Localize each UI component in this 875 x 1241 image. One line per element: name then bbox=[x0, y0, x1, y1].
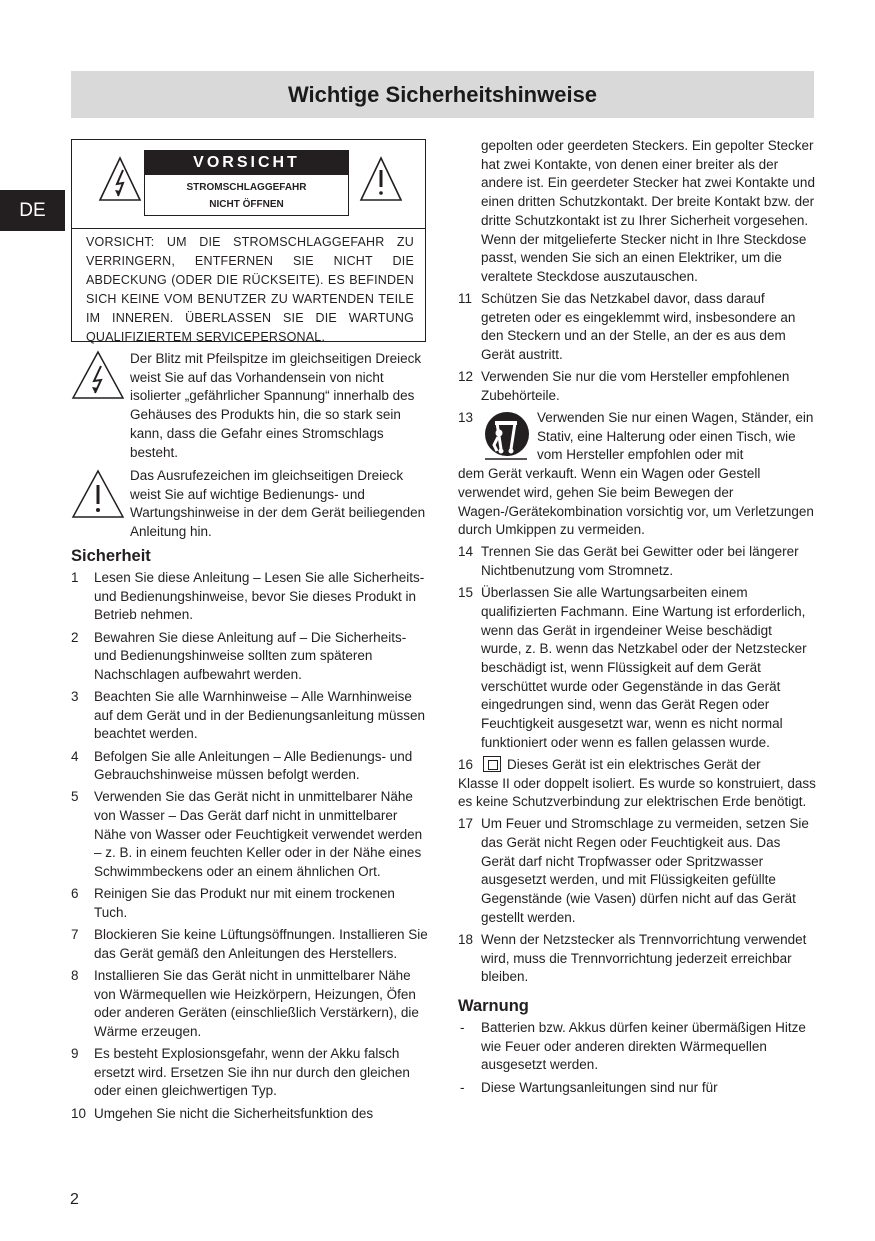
list-item: 17 Um Feuer und Stromschlage zu vermeiden, setzen Sie das Gerät nicht Regen oder Feuchtigkeit aus. Das Gerät darf nicht Tropfwasser oder Spritzwasser ausgesetzt werden, und mit Flüssigkeiten gefüllte Gegenstände (wie Vasen) dürfen nicht auf das Gerät gestellt werden. bbox=[458, 816, 809, 925]
item-13-text-beside: Verwenden Sie nur einen Wagen, Ständer, ein Stativ, eine Halterung oder einen Tisch, wie vom Hersteller empfohlen oder mit bbox=[537, 410, 814, 463]
item-16-text-rest: Klasse II oder doppelt isoliert. Es wurde so konstruiert, dass es keine Schutzverbindung zur elektrischen Erde benötigt. bbox=[458, 775, 816, 810]
list-item: 9 Es besteht Explosionsgefahr, wenn der Akku falsch ersetzt wird. Ersetzen Sie ihn nur durch den gleichen oder einen gleichwertigen Typ. bbox=[71, 1046, 410, 1099]
safety-heading: Sicherheit bbox=[71, 547, 151, 565]
warning-heading: Warnung bbox=[458, 997, 529, 1016]
left-column bbox=[71, 545, 429, 1127]
language-tab: DE bbox=[0, 190, 65, 231]
safety-list bbox=[71, 569, 429, 1123]
list-item: 14 Trennen Sie das Gerät bei Gewitter oder bei längerer Nichtbenutzung vom Stromnetz. bbox=[458, 544, 799, 579]
list-item: - Batterien bzw. Akkus dürfen keiner übermäßigen Hitze wie Feuer oder anderen direkten Wärmequellen ausgesetzt werden. bbox=[460, 1020, 806, 1073]
caution-label-heading: VORSICHT bbox=[145, 151, 348, 175]
list-item: 6 Reinigen Sie das Produkt nur mit einem trockenen Tuch. bbox=[71, 886, 395, 920]
caution-text: VORSICHT: UM DIE STROMSCHLAGGEFAHR ZU VERRINGERN, ENTFERNEN SIE NICHT DIE ABDECKUNG (ODER DIE RÜCKSEITE). ES BEFINDEN SICH KEINE VOM BENUTZER ZU WARTENDEN TEILE IM INNEREN. ÜBERLASSEN SIE DIE WARTUNG QUALIFIZIERTEM SERVICEPERSONAL. bbox=[86, 235, 414, 344]
list-item: 1 Lesen Sie diese Anleitung – Lesen Sie alle Sicherheits- und Bedienungshinweise, bevor Sie dieses Produkt in Betrieb nehmen. bbox=[71, 570, 425, 623]
class-ii-double-insulation-icon bbox=[483, 756, 501, 772]
list-item: 8 Installieren Sie das Gerät nicht in unmittelbarer Nähe von Wärmequellen wie Heizkörpern, Heizungen, Öfen oder anderen Geräten (einschließlich Verstärkern), die Wärme erzeugen. bbox=[71, 967, 419, 1039]
caution-label-subtext bbox=[145, 175, 348, 213]
list-item: 4 Befolgen Sie alle Anleitungen – Alle Bedienungs- und Gebrauchshinweise müssen befolgt werden. bbox=[71, 748, 413, 783]
exclamation-triangle-icon bbox=[71, 469, 125, 519]
caution-box bbox=[71, 139, 426, 342]
cart-tip-over-icon bbox=[481, 409, 537, 465]
list-item: 5 Verwenden Sie das Gerät nicht in unmittelbarer Nähe von Wasser – Das Gerät darf nicht in unmittelbarer Nähe von Wasser oder Feuchtigkeit verwendet werden – z. B. in einem feuchten Keller oder in der Nähe eines Schwimmbeckens oder an einem ähnlichen Ort. bbox=[71, 789, 423, 880]
list-item: 3 Beachten Sie alle Warnhinweise – Alle Warnhinweise auf dem Gerät und in der Bedienungsanleitung müssen beachtet werden. bbox=[71, 689, 425, 742]
exclamation-explanation-text: Das Ausrufezeichen im gleichseitigen Dreieck weist Sie auf wichtige Bedienungs- und Wartungshinweise in der dem Gerät beiliegenden Anleitung hin. bbox=[130, 468, 426, 540]
item-13-text-below: dem Gerät verkauft. Wenn ein Wagen oder Gestell verwendet wird, gehen Sie beim Bewegen der Wagen-/Gerätekombination vorsichtig vor, um Verletzungen durch Umkippen zu vermeiden. bbox=[458, 466, 814, 538]
page-title: Wichtige Sicherheitshinweise bbox=[287, 81, 598, 107]
list-item: 2 Bewahren Sie diese Anleitung auf – Die Sicherheits- und Bedienungshinweise sollten zum späteren Nachschlagen aufbewahrt werden. bbox=[71, 629, 407, 682]
list-item: 16 Dieses Gerät ist ein elektrisches Gerät der Klasse II oder doppelt isoliert. Es wurde so konstruiert, dass es keine Schutzverbindung zur elektrischen Erde benötigt. bbox=[458, 756, 816, 812]
lightning-explanation-text: Der Blitz mit Pfeilspitze im gleichseitigen Dreieck weist Sie auf das Vorhandensein von nicht isolierter „gefährlicher Spannung“ innerhalb des Gehäuses des Produkts hin, die so stark sein kann, dass die Gefahr eines Stromschlags besteht. bbox=[130, 351, 422, 460]
caution-sub-line2: NICHT ÖFFNEN bbox=[209, 199, 284, 210]
caution-label bbox=[144, 150, 349, 216]
list-item: 7 Blockieren Sie keine Lüftungsöffnungen. Installieren Sie das Gerät gemäß den Anleitungen des Herstellers. bbox=[71, 927, 428, 961]
list-item: 11 Schützen Sie das Netzkabel davor, dass darauf getreten oder es eingeklemmt wird, insbesondere an den Steckern und an der Stelle, an der es aus dem Gerät austritt. bbox=[458, 291, 796, 363]
caution-sub-line1: STROMSCHLAGGEFAHR bbox=[186, 182, 307, 193]
list-item: 15 Überlassen Sie alle Wartungsarbeiten einem qualifizierten Fachmann. Eine Wartung ist erforderlich, wenn das Gerät in irgendeiner Weise beschädigt wurde, z. B. wenn das Netzkabel oder der Netzstecker beschädigt ist, wenn Flüssigkeit auf dem Gerät verschüttet wurde oder Gegenstände in das Gerät eingedrungen sind, wenn das Gerät Regen oder Feuchtigkeit ausgesetzt war, wenn es nicht normal funktioniert oder wenn es fallen gelassen wurde. bbox=[458, 585, 807, 750]
item-10-continued: gepolten oder geerdeten Steckers. Ein gepolter Stecker hat zwei Kontakte, von denen einer breiter als der andere ist. Ein geerdeter Stecker hat zwei Kontakte und einen dritten Schutzkontakt. Der breite Kontakt bzw. der dritte Schutzkontakt ist zu Ihrer Sicherheit vorgesehen. Wenn der mitgelieferte Stecker nicht in Ihre Steckdose passt, wenden Sie sich an einen Elektriker, um die veraltete Steckdose auszutauschen. bbox=[481, 138, 815, 284]
lightning-explanation bbox=[71, 350, 427, 462]
lightning-triangle-icon bbox=[71, 350, 125, 400]
caution-header bbox=[72, 140, 425, 229]
right-column bbox=[458, 137, 816, 1101]
list-item: 13 Verwenden Sie nur einen Wagen, Ständer, ein Stativ, eine Halterung oder einen Tisch, wie vom Hersteller empfohlen oder mit dem Gerät verkauft. Wenn ein Wagen oder Gestell verwendet wird, gehen Sie beim Bewegen der Wagen-/Gerätekombination vorsichtig vor, um Verletzungen durch Umkippen zu vermeiden. bbox=[458, 409, 816, 540]
exclamation-warning-icon bbox=[359, 156, 403, 202]
warning-list bbox=[458, 1019, 816, 1097]
list-item: 10 Umgehen Sie nicht die Sicherheitsfunktion des bbox=[71, 1105, 374, 1121]
page-number: 2 bbox=[70, 1191, 79, 1208]
safety-list-continued bbox=[458, 290, 816, 987]
list-item: - Diese Wartungsanleitungen sind nur für bbox=[460, 1079, 718, 1095]
lightning-warning-icon bbox=[98, 156, 142, 202]
list-item: 18 Wenn der Netzstecker als Trennvorrichtung verwendet wird, muss die Trennvorrichtung jederzeit erreichbar bleiben. bbox=[458, 931, 807, 985]
list-item: 12 Verwenden Sie nur die vom Hersteller empfohlenen Zubehörteile. bbox=[458, 369, 790, 403]
exclamation-explanation bbox=[71, 467, 427, 542]
title-bar bbox=[71, 71, 814, 118]
